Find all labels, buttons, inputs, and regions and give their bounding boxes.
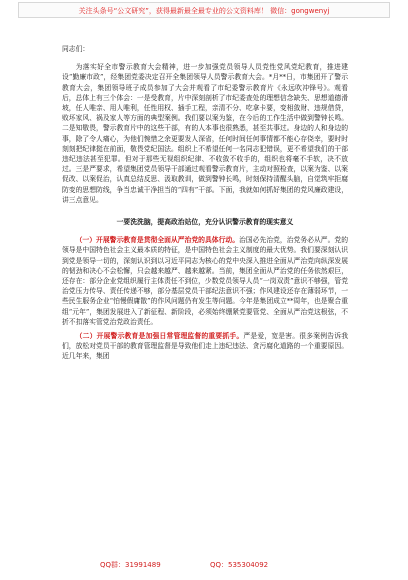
document-body	[62, 44, 348, 362]
subsection-1-body: 治国必先治党，治党务必从严。党的领导是中国特色社会主义最本质的特征，是中国特色社会主义制度的最大优势。我们要深刻认识到党是领导一切的，深刻认识到以习近平同志为核心的党中央深入推进全面从严治党向纵深发展的韧劲和决心不会松懈，只会越来越严、越来越紧。当前，集团全面从严治党的任务依然艰巨，还存在：部分企业党组织履行主体责任不到位，少数党员领导人员“一岗双责”意识不够强，管党治党压力传导、责任传递不够，部分基层党员干部纪法意识不强；作风建设还存在薄弱环节，一些民生服务企业“怕慢假庸散”的作风问题仍有发生等问题。今年是集团成立**周年，也是聚合重组“元年”，集团发展进入了新征程、新阶段，必须始终绷紧党要管党、全面从严治党这根弦，不折不扣落实管党治党政治责任。	[62, 236, 349, 326]
section-heading: 一要洗洗脑，提高政治站位，充分认识警示教育的现实意义	[116, 218, 294, 227]
greeting: 同志们：	[62, 45, 90, 53]
footer-contact	[0, 558, 408, 572]
header-banner: 关注头条号“公文研究”，获得最新最全最专业的公文资料库！ 微信：gongwenyj	[18, 2, 390, 18]
subsection-2-body: 严是爱，宽是害。很多案例告诉我们，放松对党员干部的教育管理监督是导致他们走上违纪违法、贪污腐化道路的一个重要原因。近几年来，集团	[62, 332, 349, 361]
subsection-2-title: （二）开展警示教育是加强日常管理监督的重要抓手。	[75, 332, 244, 341]
intro-paragraph: 为落实好全市警示教育大会精神，进一步加强党员领导人员党性党风党纪教育，推进建设“勤廉市政”，经集团党委决定召开全集团领导人员警示教育大会。*月**日，市集团开了警示教育大会，集团领导班子成员参加了大会并观看了市纪委警示教育片《永远吹冲锋号》。观看后，总体上有三个体会：一是受教育，片中深刻剖析了市纪委查处的理想信念缺失、思想道德滑坡，任人唯亲、用人唯利，任性用权、插手工程，亲清不分、吃拿卡要，变相敛财、违规借贷，败坏家风、祸及家人等方面的典型案例。我们要以案为鉴，在今后的工作生活中做到警钟长鸣。二是知敬畏，警示教育片中的这些干部，有的人本事也很熟悉，甚至共事过。身边的人和身边的事，除了令人痛心，为他们惋惜之余更要发人深省，任何时间任何事情都不能心存侥幸，要时时刻刻把纪律挺在前面，敬畏党纪国法。组织上不希望任何一名同志犯错误，更不希望我们的干部违纪违法甚至犯罪。但对于那些无视组织纪律、不收敛不收手的，组织也将毫不手软，决不放过。三是严要求，希望集团党员领导干部通过观看警示教育片，主动对照检查，以案为鉴、以案促改、以案促治，认真总结反思、汲取教训，做到警钟长鸣，时刻保持清醒头脑，自觉筑牢拒腐防变的思想防线，争当忠诚干净担当的“四有”干部。下面，我就如何抓好集团的党风廉政建设，讲三点意见。	[62, 63, 348, 204]
subsection-2	[62, 331, 348, 362]
subsection-1	[62, 235, 348, 327]
qq-number-text: QQ：535304092	[210, 561, 269, 569]
subsection-1-title: （一）开展警示教育是贯彻全面从严治党的具体行动。	[75, 236, 240, 245]
qq-group-text: QQ群：31991489	[100, 561, 161, 569]
